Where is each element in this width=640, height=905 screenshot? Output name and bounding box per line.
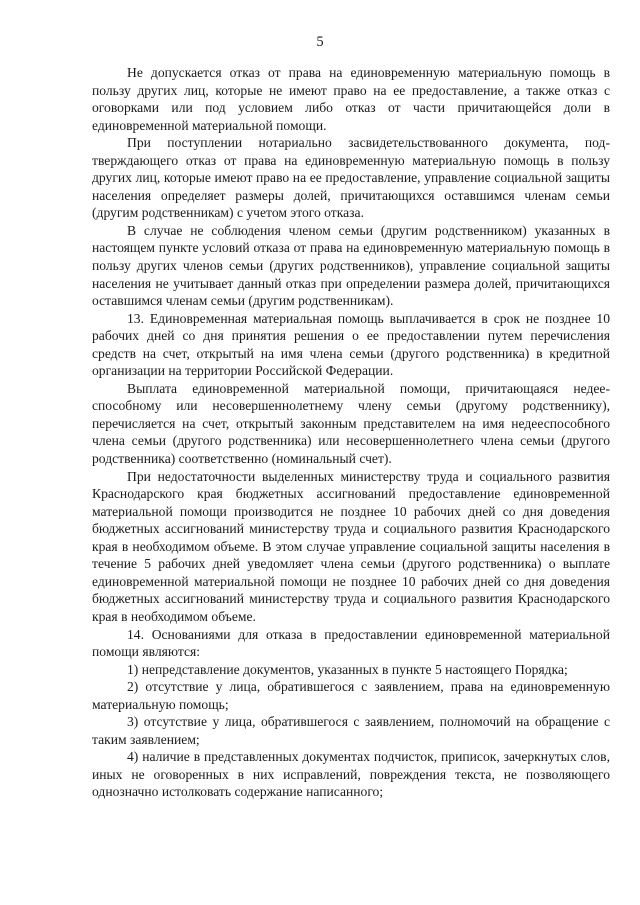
paragraph-payment-incapacitated: Выплата единовременной материальной помощи, причитающаяся недееспособному или несовершеннолетнему члену семьи (другому родственнику), перечисляется на счет, открытый законным представителем на имя недееспособного члена семьи (другого родственника) или несовершеннолетнего члена семьи (другого родственника) соответственно (номинальный счет). (92, 380, 610, 467)
paragraph-insufficient-funds: При недостаточности выделенных министерству труда и социального развития Краснодарского края бюджетных ассигнований предоставление единовременной материальной помощи производится не позднее 10 рабочих дней со дня доведения бюджетных ассигнований министерству труда и социального развития Краснодарского края в необходимом объеме. В этом случае управление социальной защиты населения в течение 5 рабочих дней уведомляет члена семьи (другого родственника) о выплате единовременной материальной помощи не позднее 10 рабочих дней со дня доведения бюджетных ассигнований министерству труда и социального развития Краснодарского края в необходимом объеме. (92, 468, 610, 624)
paragraph-refusal-noncompliance: В случае не соблюдения членом семьи (другим родственником) указанных в настоящем пункте условий отказа от права на единовременную материальную помощь в пользу других членов семьи (других родственников), управление социальной защиты населения не учитывает данный отказ при определении размера долей, причитающихся оставшимся членам семьи (другим родственникам). (92, 222, 610, 309)
paragraph-refusal-restrictions: Не допускается отказ от права на единовременную материальную помощь в пользу других лиц, которые не имеют право на ее предоставление, а также отказ с оговорками или под условием либо отказ от части причитающейся доли в единовременной материальной помощи. (92, 65, 610, 133)
document-body (92, 64, 610, 801)
list-item-ground-2: 2) отсутствие у лица, обратившегося с заявлением, права на единовременную материальную помощь; (92, 679, 610, 712)
page-number: 5 (316, 34, 324, 50)
list-item-ground-4: 4) наличие в представленных документах подчисток, приписок, зачеркнутых слов, иных не оговоренных в них исправлений, повреждения текста, не позволяющего однозначно истолковать содержание написанного; (92, 749, 610, 800)
list-item-ground-3: 3) отсутствие у лица, обратившегося с заявлением, полномочий на обращение с таким заявлением; (92, 714, 610, 747)
paragraph-item-14-refusal-grounds: 14. Основаниями для отказа в предоставлении единовременной материальной помощи являются: (92, 626, 610, 660)
paragraph-item-13-payment-term: 13. Единовременная материальная помощь выплачивается в срок не позднее 10 рабочих дней со дня принятия решения о ее предоставлении путем перечисления средств на счет, открытый на имя члена семьи (другого родственника) в кредитной организации на территории Российской Федерации. (92, 310, 610, 379)
paragraph-notarized-refusal: При поступлении нотариально засвидетельствованного документа, подтверждающего отказ от права на единовременную материальную помощь в пользу других лиц, которые имеют право на ее предоставление, управление социальной защиты населения определяет размеры долей, причитающихся оставшимся членам семьи (другим родственникам) с учетом этого отказа. (92, 135, 610, 221)
list-item-ground-1: 1) непредставление документов, указанных в пункте 5 настоящего Порядка; (127, 661, 568, 677)
